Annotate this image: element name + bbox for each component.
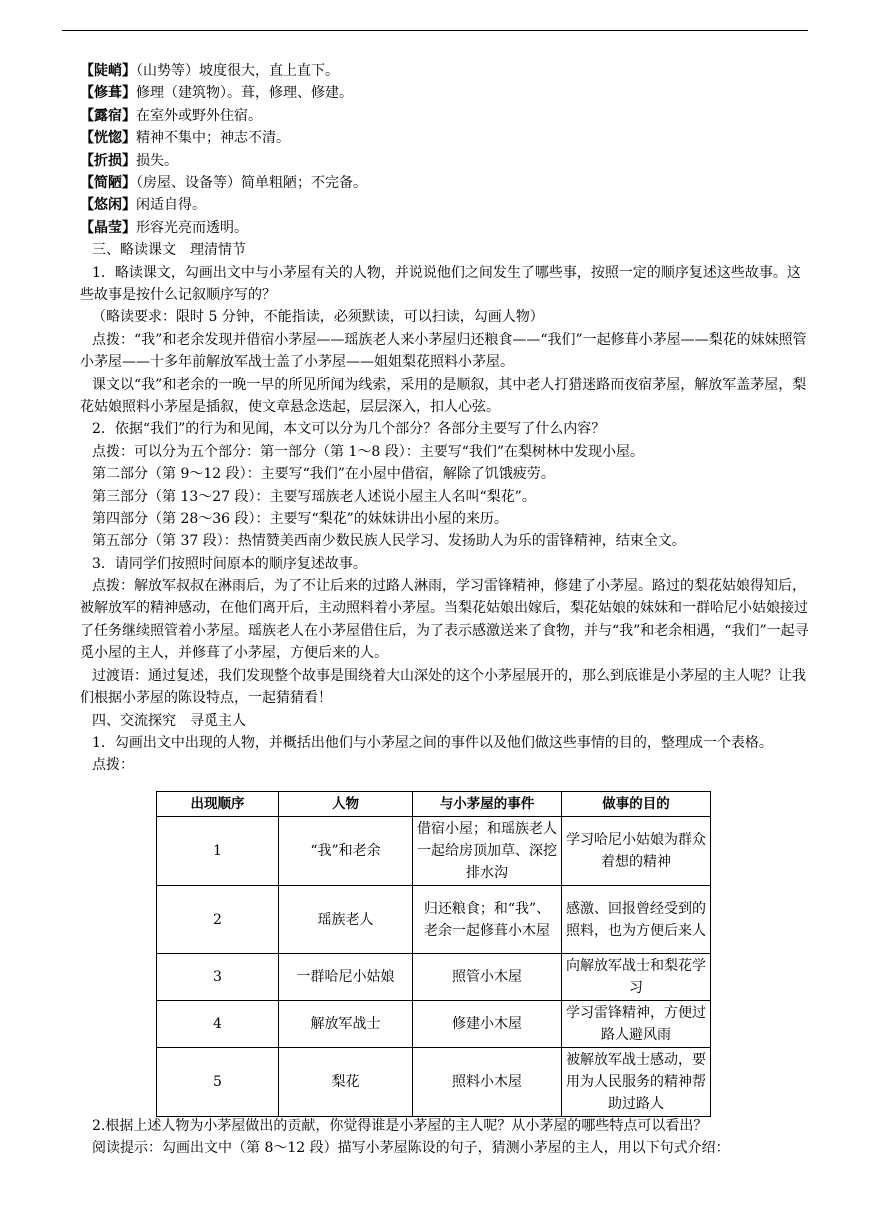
definition-term: 【陡峭】 bbox=[80, 63, 136, 79]
hint-paragraph: 点拨：解放军叔叔在淋雨后，为了不让后来的过路人淋雨，学习雷锋精神，修建了小茅屋。路过的梨花姑娘得知后，被解放军的精神感动，在他们离开后，主动照料着小茅屋。当梨花姑娘出嫁后，梨花姑娘的妹妹和一群哈尼小姑娘接过了任务继续照管着小茅屋。瑶族老人在小茅屋借住后，为了表示感激送来了食物，并与“我”和老余相遇，“我们”一起寻觅小屋的主人，并修葺了小茅屋，方便后来的人。 bbox=[80, 578, 809, 662]
table-cell: “我”和老余 bbox=[279, 817, 413, 886]
definition-item bbox=[80, 60, 810, 82]
table-header-cell: 做事的目的 bbox=[562, 792, 711, 817]
definition-text: （山势等）坡度很大，直上直下。 bbox=[136, 63, 339, 79]
definition-term: 【折损】 bbox=[80, 152, 136, 169]
definition-item bbox=[80, 172, 810, 194]
hint-line: 第五部分（第 37 段）：热情赞美西南少数民族人民学习、发扬助人为乐的雷锋精神，结束全文。 bbox=[92, 533, 686, 550]
table-cell: 向解放军战士和梨花学习 bbox=[562, 954, 711, 1001]
question-paragraph: 3．请同学们按照时间原本的顺序复述故事。 bbox=[92, 555, 367, 572]
definition-term: 【晶莹】 bbox=[80, 219, 136, 236]
definition-term: 【恍惚】 bbox=[80, 130, 136, 147]
transition-paragraph: 过渡语：通过复述，我们发现整个故事是围绕着大山深处的这个小茅屋展开的，那么到底谁是小茅屋的主人呢？让我们根据小茅屋的陈设特点，一起猜猜看！ bbox=[80, 667, 806, 707]
table-row bbox=[157, 817, 711, 886]
definition-item bbox=[80, 217, 810, 239]
definition-term: 【悠闲】 bbox=[80, 197, 136, 214]
question-paragraph: 2．依据“我们”的行为和见闻，本文可以分为几个部分？各部分主要写了什么内容？ bbox=[92, 421, 606, 438]
table-cell: 照料小木屋 bbox=[413, 1048, 562, 1117]
hint-line: 点拨：可以分为五个部分：第一部分（第 1～8 段）：主要写“我们”在梨树林中发现小屋。 bbox=[92, 443, 645, 460]
table-cell: 照管小木屋 bbox=[413, 954, 562, 1001]
bottom-section bbox=[80, 1115, 810, 1160]
question-paragraph: 1．略读课文，勾画出文中与小茅屋有关的人物，并说说他们之间发生了哪些事，按照一定的顺序复述这些故事。这些故事是按什么记叙顺序写的？ bbox=[80, 264, 801, 303]
definition-item bbox=[80, 150, 810, 172]
table-header-cell: 与小茅屋的事件 bbox=[413, 792, 562, 817]
table-row bbox=[157, 954, 711, 1001]
question-paragraph: 1．勾画出文中出现的人物，并概括出他们与小茅屋之间的事件以及他们做这些事情的目的，整理成一个表格。 bbox=[92, 734, 773, 751]
table-cell: 2 bbox=[157, 886, 279, 954]
section-heading: 三、略读课文 理清情节 bbox=[92, 242, 246, 259]
table-cell: 1 bbox=[157, 817, 279, 886]
header-rule bbox=[62, 30, 808, 31]
table-cell: 借宿小屋；和瑶族老人一起给房顶加草、深挖排水沟 bbox=[413, 817, 562, 886]
definition-item bbox=[80, 127, 810, 149]
table-cell: 归还粮食；和“我”、老余一起修葺小木屋 bbox=[413, 886, 562, 954]
definition-text: 损失。 bbox=[136, 152, 178, 169]
character-table bbox=[156, 791, 711, 1117]
definition-term: 【简陋】 bbox=[80, 174, 136, 191]
definition-text: 闲适自得。 bbox=[136, 197, 206, 214]
question-paragraph: 2.根据上述人物为小茅屋做出的贡献，你觉得谁是小茅屋的主人呢？从小茅屋的哪些特点可以看出？ bbox=[92, 1118, 708, 1134]
definition-item bbox=[80, 194, 810, 216]
hint-line: 第三部分（第 13～27 段）：主要写瑶族老人述说小屋主人名叫“梨花”。 bbox=[92, 488, 536, 505]
table-cell: 一群哈尼小姑娘 bbox=[279, 954, 413, 1001]
table-row bbox=[157, 1048, 711, 1117]
table-cell: 解放军战士 bbox=[279, 1001, 413, 1048]
table-cell: 4 bbox=[157, 1001, 279, 1048]
hint-paragraph: 点拨：“我”和老余发现并借宿小茅屋——瑶族老人来小茅屋归还粮食——“我们”一起修葺小茅屋——梨花的妹妹照管小茅屋——十多年前解放军战士盖了小茅屋——姐姐梨花照料小茅屋。 bbox=[80, 331, 807, 371]
table-cell: 学习哈尼小姑娘为群众着想的精神 bbox=[562, 817, 711, 886]
table-cell: 瑶族老人 bbox=[279, 886, 413, 954]
reading-requirement: （略读要求：限时 5 分钟，不能指读，必须默读，可以扫读，勾画人物） bbox=[92, 309, 544, 326]
table-cell: 修建小木屋 bbox=[413, 1001, 562, 1048]
table-cell: 被解放军战士感动，要用为人民服务的精神帮助过路人 bbox=[562, 1048, 711, 1117]
table-cell: 5 bbox=[157, 1048, 279, 1117]
note-paragraph: 课文以“我”和老余的一晚一早的所见所闻为线索，采用的是顺叙，其中老人打猎迷路而夜宿茅屋，解放军盖茅屋，梨花姑娘照料小茅屋是插叙，使文章悬念迭起，层层深入，扣人心弦。 bbox=[80, 376, 807, 415]
definition-text: 修理（建筑物）。葺，修理、修建。 bbox=[136, 85, 353, 102]
definition-term: 【露宿】 bbox=[80, 107, 136, 124]
table-row bbox=[157, 1001, 711, 1048]
table-cell: 感激、回报曾经受到的照料，也为方便后来人 bbox=[562, 886, 711, 954]
hint-line: 第二部分（第 9～12 段）：主要写“我们”在小屋中借宿，解除了饥饿疲劳。 bbox=[92, 466, 555, 483]
table-header-cell: 出现顺序 bbox=[157, 792, 279, 817]
table-row bbox=[157, 886, 711, 954]
section-heading: 四、交流探究 寻觅主人 bbox=[92, 712, 246, 729]
definition-item bbox=[80, 105, 810, 127]
definition-term: 【修葺】 bbox=[80, 85, 136, 102]
table-cell: 学习雷锋精神，方便过路人避风雨 bbox=[562, 1001, 711, 1048]
table-header-row bbox=[157, 792, 711, 817]
document-body bbox=[80, 60, 810, 777]
definition-text: 在室外或野外住宿。 bbox=[136, 107, 262, 124]
table-cell: 梨花 bbox=[279, 1048, 413, 1117]
hint-label: 点拨： bbox=[92, 757, 134, 774]
definition-text: 精神不集中；神志不清。 bbox=[136, 130, 290, 147]
definition-text: （房屋、设备等）简单粗陋；不完备。 bbox=[136, 174, 367, 191]
definition-text: 形容光亮而透明。 bbox=[136, 219, 248, 236]
definition-item bbox=[80, 82, 810, 104]
table-header-cell: 人物 bbox=[279, 792, 413, 817]
table-cell: 3 bbox=[157, 954, 279, 1001]
hint-line: 第四部分（第 28～36 段）：主要写“梨花”的妹妹讲出小屋的来历。 bbox=[92, 510, 508, 527]
reading-hint: 阅读提示：勾画出文中（第 8～12 段）描写小茅屋陈设的句子，猜测小茅屋的主人，用以下句式介绍： bbox=[92, 1140, 730, 1157]
